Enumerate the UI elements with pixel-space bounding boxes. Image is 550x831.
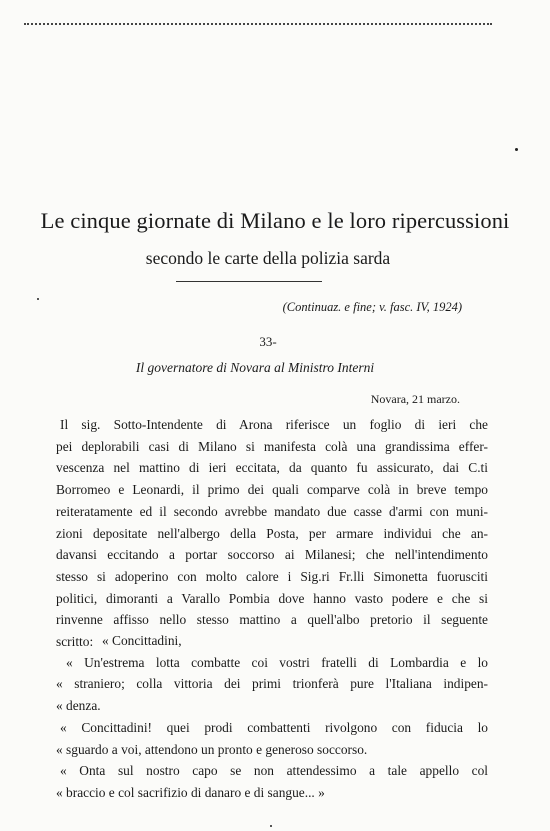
text-line: politici, dimoranti a Varallo Pombia dove hanno vasto podere e che si	[56, 590, 488, 606]
text-line: zioni depositate nell'albergo della Posta, per armare individui che an-	[56, 525, 488, 541]
body-paragraph	[56, 414, 488, 653]
dateline: Novara, 21 marzo.	[370, 392, 460, 406]
ink-speck	[515, 148, 518, 151]
text-line: stesso si adoperino con molto calore i Sig.ri Fr.lli Simonetta fuorusciti	[56, 568, 488, 584]
article-subtitle: secondo le carte della polizia sarda	[145, 248, 391, 268]
text-line: rinvenne affisso nello stesso mattino a quell'albo pretorio il seguente	[56, 612, 488, 628]
text-line: vescenza nel mattino di ieri eccitata, da quanto fu assicurato, dai C.ti	[56, 460, 488, 476]
quote-line: « braccio e col sacrifizio di danaro e di sangue... »	[56, 784, 325, 800]
title-rule	[176, 281, 322, 282]
article-title: Le cinque giornate di Milano e le loro ripercussioni	[40, 208, 510, 233]
continuation-note: (Continuaz. e fine; v. fasc. IV, 1924)	[282, 300, 462, 314]
quote-line: « straniero; colla vittoria dei primi trionferà pure l'Italiana indipen-	[56, 676, 488, 692]
quote-line: « Onta sul nostro capo se non attendessimo a tale appello col	[60, 763, 488, 779]
quote-line: « Concittadini! quei prodi combattenti rivolgono con fiducia lo	[60, 719, 488, 735]
document-heading: Il governatore di Novara al Ministro Interni	[135, 360, 375, 375]
text-line: Il sig. Sotto-Intendente di Arona riferisce un foglio di ieri che	[60, 417, 488, 432]
top-dotted-rule	[24, 23, 492, 25]
text-line: davansi eccitando a portar soccorso ai Milanesi; che nell'intendimento	[56, 547, 488, 563]
quoted-proclamation	[56, 630, 488, 804]
ink-speck	[270, 825, 272, 827]
quote-line: « sguardo a voi, attendono un pronto e generoso soccorso.	[56, 741, 368, 757]
document-number: 33-	[259, 334, 277, 349]
quote-line: « Un'estrema lotta combatte coi vostri fratelli di Lombardia e lo	[66, 654, 488, 670]
text-line: scritto:	[56, 634, 94, 650]
quote-salutation: « Concittadini,	[102, 633, 182, 648]
ink-speck	[37, 298, 39, 300]
text-line: pei deplorabili casi di Milano si manifesta colà una grandissima effer-	[56, 438, 488, 454]
text-line: reiteratamente ed il secondo avrebbe mandato due casse d'armi con muni-	[56, 503, 488, 519]
quote-line: « denza.	[56, 698, 101, 714]
text-line: Borromeo e Leonardi, il primo dei quali comparve colà in breve tempo	[56, 482, 488, 498]
